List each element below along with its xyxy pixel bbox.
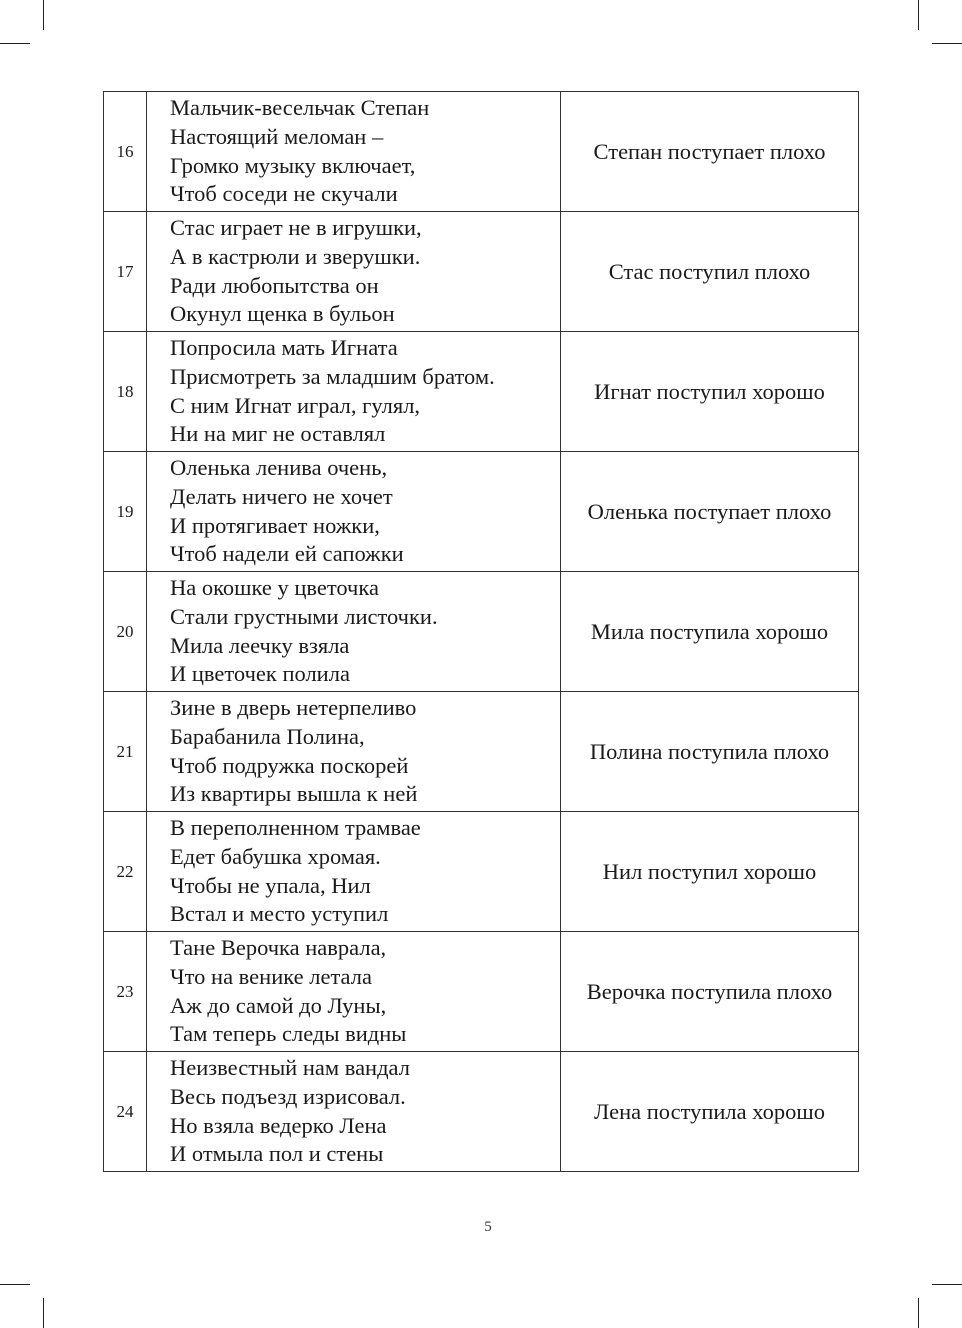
verse-cell xyxy=(147,332,561,452)
crop-mark-bottom-left-horizontal xyxy=(0,1284,30,1285)
table-row xyxy=(104,212,859,332)
answer-cell: Игнат поступил хорошо xyxy=(561,332,859,452)
table-row xyxy=(104,332,859,452)
answer-cell: Лена поступила хорошо xyxy=(561,1052,859,1172)
verse-line: Окунул щенка в бульон xyxy=(170,301,395,327)
verse-line: Тане Верочка наврала, xyxy=(170,934,387,960)
verse-line: Настоящий меломан – xyxy=(170,123,384,149)
answer-cell: Оленька поступает плохо xyxy=(561,452,859,572)
table-row xyxy=(104,1052,859,1172)
verse-cell xyxy=(147,932,561,1052)
verse-cell xyxy=(147,92,561,212)
verse-line: Из квартиры вышла к ней xyxy=(170,781,418,807)
verse-line: Чтобы не упала, Нил xyxy=(170,872,371,898)
row-number: 18 xyxy=(104,332,147,452)
row-number: 21 xyxy=(104,692,147,812)
answer-cell: Полина поступила плохо xyxy=(561,692,859,812)
verse-line: И протягивает ножки, xyxy=(170,512,380,538)
answer-cell: Мила поступила хорошо xyxy=(561,572,859,692)
verse-line: Мила леечку взяла xyxy=(170,632,350,658)
answer-cell: Нил поступил хорошо xyxy=(561,812,859,932)
verse-cell xyxy=(147,212,561,332)
verse-cell xyxy=(147,692,561,812)
verse-line: С ним Игнат играл, гулял, xyxy=(170,392,421,418)
verse-line: Громко музыку включает, xyxy=(170,152,416,178)
verse-cell xyxy=(147,1052,561,1172)
verse-line: Стас играет не в игрушки, xyxy=(170,214,422,240)
verse-line: Едет бабушка хромая. xyxy=(170,843,381,869)
verse-line: Аж до самой до Луны, xyxy=(170,992,387,1018)
verse-line: Чтоб надели ей сапожки xyxy=(170,541,404,567)
verse-cell xyxy=(147,812,561,932)
verse-line: Встал и место уступил xyxy=(170,901,389,927)
table-row xyxy=(104,932,859,1052)
verse-line: Попросила мать Игната xyxy=(170,334,398,360)
crop-mark-top-right-horizontal xyxy=(932,43,962,44)
row-number: 20 xyxy=(104,572,147,692)
verse-line: Неизвестный нам вандал xyxy=(170,1054,410,1080)
row-number: 24 xyxy=(104,1052,147,1172)
crop-mark-bottom-right-horizontal xyxy=(932,1284,962,1285)
verse-line: Оленька ленива очень, xyxy=(170,454,388,480)
verse-line: Ни на миг не оставлял xyxy=(170,421,386,447)
verse-line: Что на венике летала xyxy=(170,963,372,989)
row-number: 16 xyxy=(104,92,147,212)
row-number: 19 xyxy=(104,452,147,572)
row-number: 23 xyxy=(104,932,147,1052)
answer-cell: Стас поступил плохо xyxy=(561,212,859,332)
crop-mark-top-right-vertical xyxy=(918,0,919,30)
crop-mark-bottom-right-vertical xyxy=(918,1298,919,1328)
table-row xyxy=(104,452,859,572)
table-row xyxy=(104,812,859,932)
answer-cell: Степан поступает плохо xyxy=(561,92,859,212)
answer-cell: Верочка поступила плохо xyxy=(561,932,859,1052)
poems-table xyxy=(103,91,859,1172)
verse-line: Но взяла ведерко Лена xyxy=(170,1112,387,1138)
verse-line: В переполненном трамвае xyxy=(170,814,421,840)
verse-line: А в кастрюли и зверушки. xyxy=(170,243,421,269)
table-row xyxy=(104,572,859,692)
verse-line: Делать ничего не хочет xyxy=(170,483,393,509)
verse-line: И отмыла пол и стены xyxy=(170,1141,384,1167)
verse-cell xyxy=(147,452,561,572)
verse-line: Мальчик-весельчак Степан xyxy=(170,94,430,120)
verse-line: Там теперь следы видны xyxy=(170,1021,407,1047)
verse-line: Барабанила Полина, xyxy=(170,723,365,749)
verse-line: Весь подъезд изрисовал. xyxy=(170,1083,406,1109)
crop-mark-top-left-vertical xyxy=(43,0,44,30)
verse-line: Зине в дверь нетерпеливо xyxy=(170,694,417,720)
verse-line: На окошке у цветочка xyxy=(170,574,379,600)
verse-line: Чтоб соседи не скучали xyxy=(170,181,398,207)
verse-line: Стали грустными листочки. xyxy=(170,603,438,629)
table-row xyxy=(104,92,859,212)
verse-cell xyxy=(147,572,561,692)
page-number: 5 xyxy=(484,1219,492,1235)
row-number: 22 xyxy=(104,812,147,932)
verse-line: Чтоб подружка поскорей xyxy=(170,752,409,778)
crop-mark-bottom-left-vertical xyxy=(43,1298,44,1328)
verse-line: Ради любопытства он xyxy=(170,272,379,298)
row-number: 17 xyxy=(104,212,147,332)
crop-mark-top-left-horizontal xyxy=(0,43,30,44)
table-row xyxy=(104,692,859,812)
verse-line: И цветочек полила xyxy=(170,661,350,687)
verse-line: Присмотреть за младшим братом. xyxy=(170,363,495,389)
